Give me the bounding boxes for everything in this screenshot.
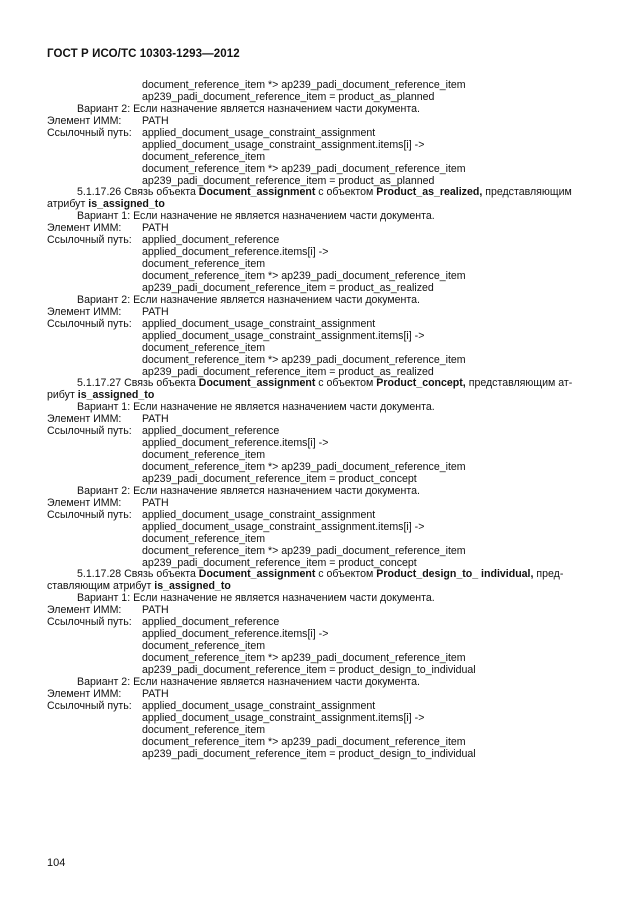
field-value: PATH bbox=[142, 222, 169, 235]
heading-part: Document_assignment bbox=[198, 377, 316, 390]
reference-path-text: applied_document_reference.items[i] -> bbox=[142, 246, 329, 259]
reference-path-text: document_reference_item *> ap239_padi_document_reference_item bbox=[142, 79, 466, 91]
field-label: Элемент ИММ: bbox=[47, 114, 122, 127]
heading-part: is_assigned_to bbox=[154, 580, 231, 593]
heading-part: ставляющим атрибут bbox=[47, 580, 155, 593]
heading-part: is_assigned_to bbox=[88, 198, 165, 211]
reference-path-text: document_reference_item *> ap239_padi_document_reference_item bbox=[142, 353, 466, 366]
text-line bbox=[0, 737, 630, 749]
field-label: Элемент ИММ: bbox=[47, 222, 122, 235]
reference-path-text: ap239_padi_document_reference_item = product_as_planned bbox=[142, 174, 435, 187]
reference-path-text: applied_document_usage_constraint_assignment.items[i] -> bbox=[142, 520, 425, 533]
reference-path-text: ap239_padi_document_reference_item = product_as_realized bbox=[142, 281, 434, 294]
reference-path-text: ap239_padi_document_reference_item = product_concept bbox=[142, 472, 417, 485]
reference-path-text: document_reference_item *> ap239_padi_document_reference_item bbox=[142, 461, 466, 473]
heading-part: рибут bbox=[47, 389, 78, 402]
page-number: 104 bbox=[47, 857, 66, 869]
text-line bbox=[0, 343, 630, 355]
field-value: PATH bbox=[142, 604, 169, 617]
reference-path-text: ap239_padi_document_reference_item = product_design_to_individual bbox=[142, 747, 476, 760]
reference-path-text: document_reference_item bbox=[142, 723, 266, 736]
reference-path-text: document_reference_item bbox=[142, 150, 266, 163]
reference-path-text: applied_document_usage_constraint_assignment.items[i] -> bbox=[142, 329, 425, 342]
text-line bbox=[0, 498, 630, 510]
reference-path-text: document_reference_item bbox=[142, 532, 266, 545]
text-line bbox=[0, 749, 630, 761]
heading-part: Document_assignment bbox=[198, 568, 316, 581]
field-value: applied_document_usage_constraint_assignment bbox=[142, 508, 376, 521]
field-label: Элемент ИММ: bbox=[47, 496, 122, 509]
text-line bbox=[0, 546, 630, 558]
field-label: Элемент ИММ: bbox=[47, 413, 122, 426]
document-header: ГОСТ Р ИСО/ТС 10303-1293—2012 bbox=[47, 48, 240, 60]
reference-path-text: document_reference_item bbox=[142, 341, 266, 354]
reference-path-text: ap239_padi_document_reference_item = product_design_to_individual bbox=[142, 663, 476, 676]
reference-path-text: ap239_padi_document_reference_item = product_as_planned bbox=[142, 90, 435, 103]
reference-path-text: ap239_padi_document_reference_item = product_concept bbox=[142, 556, 417, 569]
field-value: PATH bbox=[142, 413, 169, 426]
heading-part: is_assigned_to bbox=[77, 389, 155, 402]
text-line bbox=[0, 140, 630, 152]
text-line bbox=[0, 152, 630, 164]
text-line bbox=[0, 355, 630, 367]
field-value: PATH bbox=[142, 114, 169, 127]
reference-path-text: document_reference_item *> ap239_padi_document_reference_item bbox=[142, 735, 466, 748]
text-line bbox=[0, 713, 630, 725]
reference-path-text: document_reference_item bbox=[142, 640, 266, 653]
text-line bbox=[0, 331, 630, 343]
reference-path-text: applied_document_reference.items[i] -> bbox=[142, 437, 329, 450]
field-label: Ссылочный путь: bbox=[47, 508, 132, 521]
field-value: applied_document_usage_constraint_assignment bbox=[142, 317, 376, 330]
text-line bbox=[0, 701, 630, 713]
field-label: Ссылочный путь: bbox=[47, 616, 132, 629]
variant-text: Вариант 1: Если назначение не является назначением части документа. bbox=[77, 401, 435, 414]
reference-path-text: document_reference_item bbox=[142, 258, 266, 271]
heading-part: представляющим bbox=[482, 186, 572, 199]
field-label: Ссылочный путь: bbox=[47, 425, 132, 438]
field-value: applied_document_usage_constraint_assignment bbox=[142, 699, 376, 712]
heading-part: 5.1.17.27 Связь объекта bbox=[77, 377, 199, 390]
reference-path-text: applied_document_reference.items[i] -> bbox=[142, 628, 329, 641]
text-line bbox=[0, 725, 630, 737]
reference-path-text: ap239_padi_document_reference_item = product_as_realized bbox=[142, 365, 434, 378]
text-line bbox=[0, 629, 630, 641]
heading-part: с объектом bbox=[315, 568, 377, 581]
reference-path-text: document_reference_item *> ap239_padi_document_reference_item bbox=[142, 270, 466, 282]
text-line bbox=[0, 128, 630, 140]
heading-part: Product_concept, bbox=[376, 377, 466, 390]
text-line bbox=[0, 438, 630, 450]
reference-path-text: applied_document_usage_constraint_assignment.items[i] -> bbox=[142, 138, 425, 151]
field-label: Элемент ИММ: bbox=[47, 305, 122, 318]
reference-path-text: document_reference_item *> ap239_padi_document_reference_item bbox=[142, 652, 466, 664]
text-line bbox=[0, 319, 630, 331]
field-label: Ссылочный путь: bbox=[47, 699, 132, 712]
text-line bbox=[0, 689, 630, 701]
text-line bbox=[0, 307, 630, 319]
variant-text: Вариант 2: Если назначение является назначением части документа. bbox=[77, 102, 420, 115]
text-line bbox=[0, 116, 630, 128]
text-line bbox=[0, 164, 630, 176]
heading-part: атрибут bbox=[47, 198, 89, 211]
field-value: PATH bbox=[142, 305, 169, 318]
heading-part: Product_design_to_ individual, bbox=[376, 568, 534, 581]
variant-text: Вариант 2: Если назначение является назначением части документа. bbox=[77, 484, 420, 497]
heading-part: с объектом bbox=[315, 377, 377, 390]
heading-part: 5.1.17.28 Связь объекта bbox=[77, 568, 199, 581]
field-value: applied_document_reference bbox=[142, 425, 280, 438]
field-value: applied_document_reference bbox=[142, 616, 280, 629]
field-value: applied_document_usage_constraint_assignment bbox=[142, 126, 376, 139]
heading-part: с объектом bbox=[315, 186, 377, 199]
variant-text: Вариант 1: Если назначение не является назначением части документа. bbox=[77, 210, 435, 223]
heading-part: Document_assignment bbox=[198, 186, 316, 199]
text-line bbox=[0, 522, 630, 534]
text-line bbox=[0, 534, 630, 546]
reference-path-text: applied_document_usage_constraint_assignment.items[i] -> bbox=[142, 711, 425, 724]
reference-path-text: document_reference_item *> ap239_padi_document_reference_item bbox=[142, 162, 466, 175]
field-value: PATH bbox=[142, 496, 169, 509]
heading-part: 5.1.17.26 Связь объекта bbox=[77, 186, 199, 199]
heading-part: представляющим ат- bbox=[465, 377, 573, 390]
variant-text: Вариант 1: Если назначение не является назначением части документа. bbox=[77, 592, 435, 605]
reference-path-text: document_reference_item bbox=[142, 449, 266, 462]
field-label: Ссылочный путь: bbox=[47, 234, 132, 247]
reference-path-text: document_reference_item *> ap239_padi_document_reference_item bbox=[142, 544, 466, 557]
field-value: PATH bbox=[142, 687, 169, 700]
text-line bbox=[0, 510, 630, 522]
field-value: applied_document_reference bbox=[142, 234, 280, 247]
field-label: Ссылочный путь: bbox=[47, 317, 132, 330]
field-label: Ссылочный путь: bbox=[47, 126, 132, 139]
variant-text: Вариант 2: Если назначение является назначением части документа. bbox=[77, 293, 420, 306]
field-label: Элемент ИММ: bbox=[47, 604, 122, 617]
heading-part: пред- bbox=[533, 568, 564, 581]
document-body bbox=[0, 80, 630, 760]
variant-text: Вариант 2: Если назначение является назначением части документа. bbox=[77, 675, 420, 688]
heading-part: Product_as_realized, bbox=[376, 186, 483, 199]
field-label: Элемент ИММ: bbox=[47, 687, 122, 700]
text-line bbox=[0, 247, 630, 259]
